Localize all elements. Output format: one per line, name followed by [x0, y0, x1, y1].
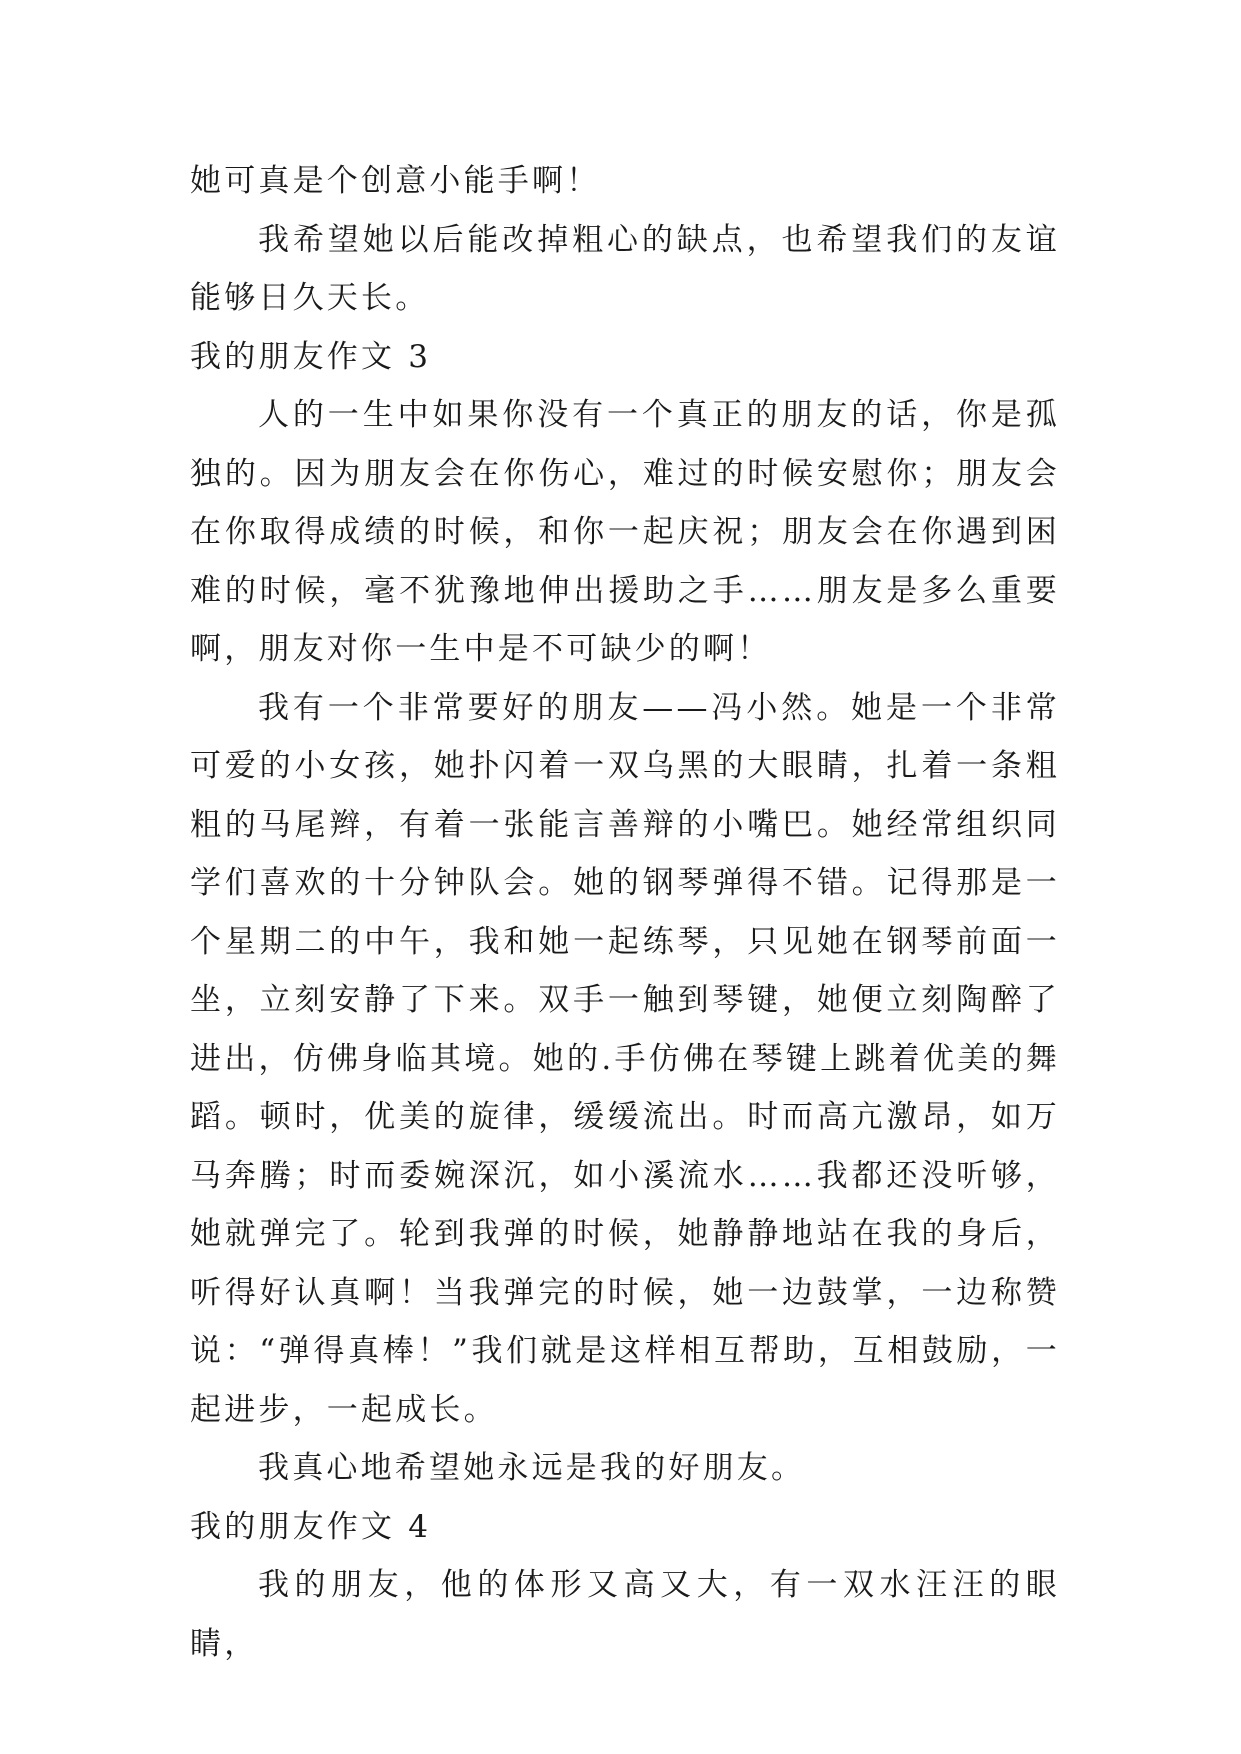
- document-body: [190, 152, 1060, 1673]
- paragraph-wish-good-friend: 我真心地希望她永远是我的好朋友。: [258, 1450, 806, 1486]
- paragraph-closing-sentence: 她可真是个创意小能手啊！: [190, 163, 601, 199]
- paragraph-friend-feng-xiaoran: 我有一个非常要好的朋友——冯小然。她是一个非常可爱的小女孩，她扑闪着一双乌黑的大眼睛，扎着一条粗粗的马尾辫，有着一张能言善辩的小嘴巴。她经常组织同学们喜欢的十分钟队会。她的钢琴弹得不错。记得那是一个星期二的中午，我和她一起练琴，只见她在钢琴前面一坐，立刻安静了下来。双手一触到琴键，她便立刻陶醉了进出，仿佛身临其境。她的.手仿佛在琴键上跳着优美的舞蹈。顿时，优美的旋律，缓缓流出。时而高亢激昂，如万马奔腾；时而委婉深沉，如小溪流水……我都还没听够，她就弹完了。轮到我弹的时候，她静静地站在我的身后，听得好认真啊！当我弹完的时候，她一边鼓掌，一边称赞说：“弹得真棒！”我们就是这样相互帮助，互相鼓励，一起进步，一起成长。: [190, 689, 1060, 1428]
- paragraph-importance-of-friends: 人的一生中如果你没有一个真正的朋友的话，你是孤独的。因为朋友会在你伤心，难过的时候安慰你；朋友会在你取得成绩的时候，和你一起庆祝；朋友会在你遇到困难的时候，毫不犹豫地伸出援助之手……朋友是多么重要啊，朋友对你一生中是不可缺少的啊！: [190, 397, 1060, 667]
- paragraph-friend-description: 我的朋友，他的体形又高又大，有一双水汪汪的眼睛，: [190, 1567, 1060, 1662]
- essay-heading-4: 我的朋友作文 4: [190, 1508, 432, 1545]
- paragraph-hope-friendship: 我希望她以后能改掉粗心的缺点，也希望我们的友谊能够日久天长。: [190, 221, 1060, 316]
- essay-heading-3: 我的朋友作文 3: [190, 338, 432, 375]
